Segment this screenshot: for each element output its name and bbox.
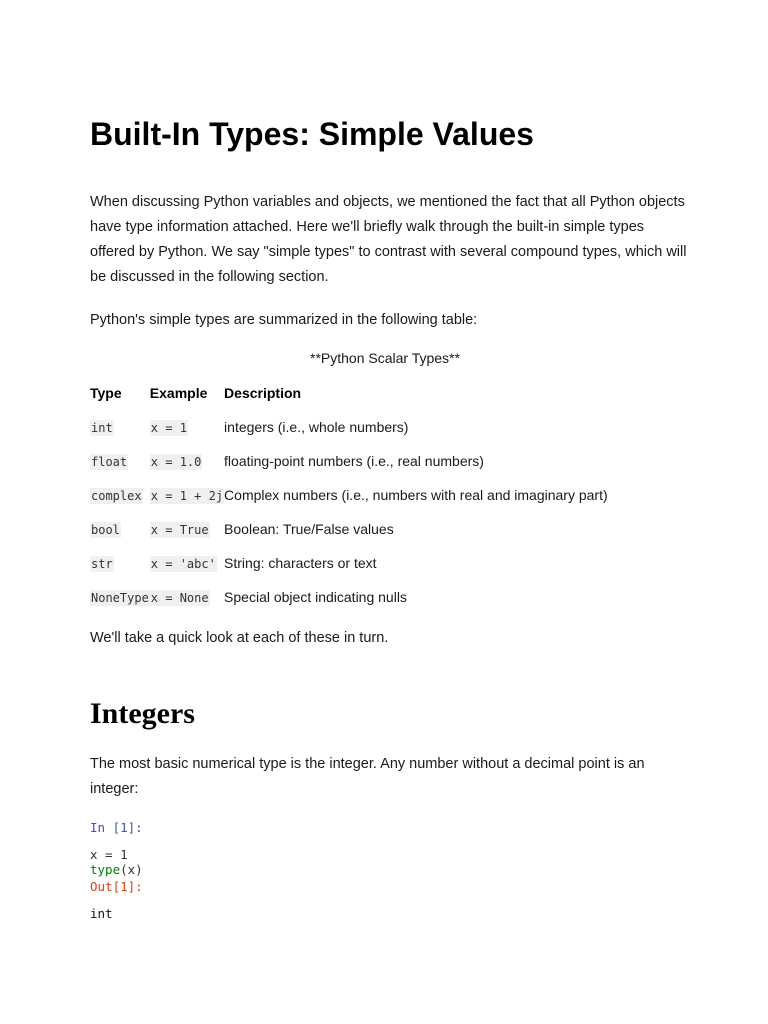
table-caption: **Python Scalar Types** bbox=[310, 350, 460, 366]
integers-heading: Integers bbox=[90, 697, 195, 730]
scalar-types-table bbox=[90, 376, 608, 614]
outro-paragraph: We'll take a quick look at each of these in turn. bbox=[90, 630, 389, 646]
code-line-rest: (x) bbox=[120, 862, 143, 877]
type-cell: NoneType bbox=[91, 591, 149, 605]
description-cell: floating-point numbers (i.e., real numbers) bbox=[224, 453, 484, 469]
header-example: Example bbox=[149, 385, 208, 401]
page-title: Built-In Types: Simple Values bbox=[90, 116, 534, 152]
type-cell: float bbox=[91, 455, 128, 469]
type-cell: str bbox=[91, 557, 113, 571]
description-cell: Special object indicating nulls bbox=[224, 589, 407, 605]
header-description: Description bbox=[224, 385, 302, 401]
header-type: Type bbox=[90, 385, 122, 401]
table-header-row bbox=[90, 376, 608, 410]
table-row bbox=[90, 410, 608, 444]
table-row bbox=[90, 546, 608, 580]
input-prompt: In [1]: bbox=[90, 820, 143, 835]
example-cell: x = 1.0 bbox=[150, 455, 202, 469]
cell-output: int bbox=[90, 906, 113, 921]
example-cell: x = 1 bbox=[150, 421, 187, 435]
description-cell: String: characters or text bbox=[224, 555, 377, 571]
type-cell: int bbox=[91, 421, 113, 435]
integers-paragraph: The most basic numerical type is the integer. Any number without a decimal point is an integer: bbox=[90, 756, 645, 797]
description-cell: Complex numbers (i.e., numbers with real and imaginary part) bbox=[224, 487, 608, 503]
summary-paragraph: Python's simple types are summarized in the following table: bbox=[90, 312, 478, 328]
example-cell: x = 1 + 2j bbox=[150, 489, 224, 503]
description-cell: integers (i.e., whole numbers) bbox=[224, 419, 409, 435]
code-builtin: type bbox=[90, 862, 121, 877]
intro-paragraph: When discussing Python variables and objects, we mentioned the fact that all Python objects have type information attached. Here we'll briefly walk through the built-in simple types offered by Python. We say "simple types" to contrast with several compound types, which will be discussed in the following section. bbox=[90, 194, 687, 285]
table-row bbox=[90, 580, 608, 614]
code-cell[interactable] bbox=[90, 847, 143, 877]
type-cell: bool bbox=[91, 523, 120, 537]
example-cell: x = None bbox=[150, 591, 209, 605]
table-row bbox=[90, 478, 608, 512]
description-cell: Boolean: True/False values bbox=[224, 521, 394, 537]
code-line: x = 1 bbox=[90, 847, 128, 862]
table-row bbox=[90, 512, 608, 546]
table-row bbox=[90, 444, 608, 478]
example-cell: x = 'abc' bbox=[150, 557, 216, 571]
example-cell: x = True bbox=[150, 523, 209, 537]
type-cell: complex bbox=[91, 489, 142, 503]
output-prompt: Out[1]: bbox=[90, 879, 143, 894]
